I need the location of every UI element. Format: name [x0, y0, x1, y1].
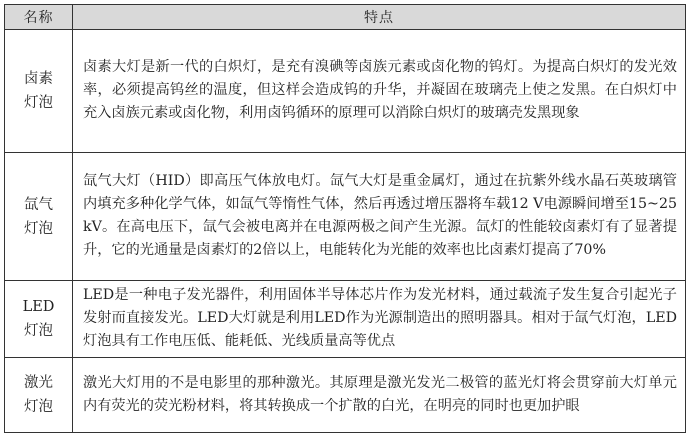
lamp-name-line: 灯泡: [24, 220, 53, 237]
lamp-description: 激光大灯用的不是电影里的那种激光。其原理是激光发光二极管的蓝光灯将会贯穿前大灯单元内有荧光的荧光粉材料，将其转换成一个扩散的白光，在明亮的同时也更加护眼: [73, 358, 686, 433]
lamp-description: LED是一种电子发光器件，利用固体半导体芯片作为发光材料，通过载流子发生复合引起光子发射而直接发光。LED大灯就是利用LED作为光源制造出的照明器具。相对于氙气灯泡，LED灯泡具有工作电压低、能耗低、光线质量高等优点: [73, 281, 686, 358]
lamp-name-line: 灯泡: [24, 399, 53, 415]
lamp-name-line: 卤素: [24, 71, 53, 87]
lamp-name-line: 灯泡: [24, 95, 53, 111]
table-row: [5, 358, 686, 433]
lamp-name-cell: [5, 30, 73, 153]
table-header-row: [5, 5, 686, 30]
header-features: 特点: [73, 5, 686, 30]
lamp-name-line: 氙气: [24, 196, 53, 213]
lamp-name-line: 灯泡: [24, 323, 53, 339]
lamp-description: 氙气大灯（HID）即高压气体放电灯。氙气大灯是重金属灯，通过在抗紫外线水晶石英玻璃管内填充多种化学气体，如氙气等惰性气体，然后再透过增压器将车载12 V电源瞬间增至15~25 kV。在高电压下，氙气会被电离并在电源两极之间产生光源。氙灯的性能较卤素灯有了显著提升，它的光通量是卤素灯的2倍以上，电能转化为光能的效率也比卤素灯提高了70%: [73, 153, 686, 281]
lamp-name-cell: [5, 153, 73, 281]
lamp-name-line: 激光: [24, 375, 53, 391]
lamp-comparison-table: [4, 4, 686, 433]
table-row: [5, 153, 686, 281]
lamp-name-cell: [5, 358, 73, 433]
table-row: [5, 30, 686, 153]
lamp-name-line: LED: [22, 299, 55, 315]
table-row: [5, 281, 686, 358]
lamp-description: 卤素大灯是新一代的白炽灯，是充有溴碘等卤族元素或卤化物的钨灯。为提高白炽灯的发光效率，必须提高钨丝的温度，但这样会造成钨的升华，并凝固在玻璃壳上使之发黑。在白炽灯中充入卤族元素或卤化物，利用卤钨循环的原理可以消除白炽灯的玻璃壳发黑现象: [73, 30, 686, 153]
header-name: 名称: [5, 5, 73, 30]
lamp-name-cell: [5, 281, 73, 358]
